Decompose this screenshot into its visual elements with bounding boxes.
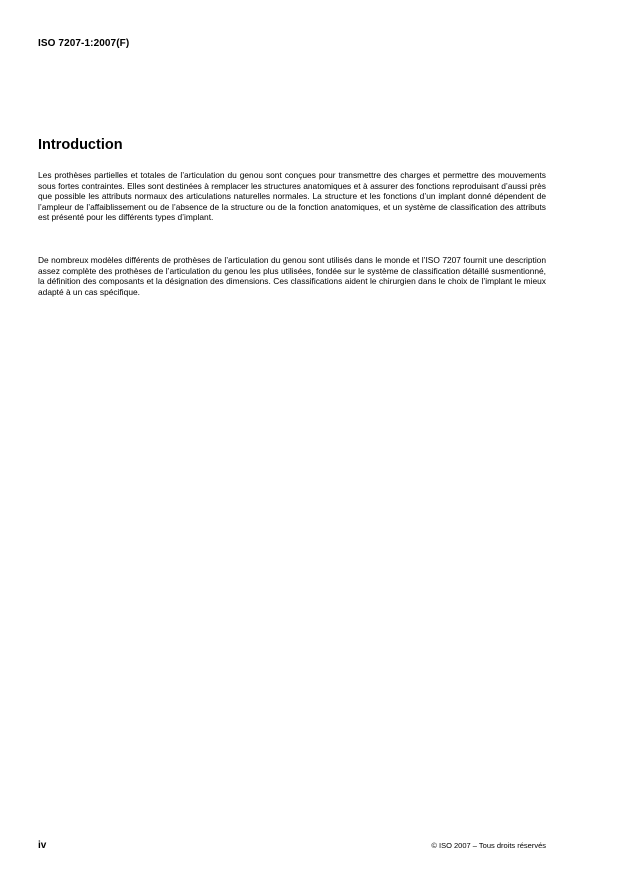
copyright-notice: © ISO 2007 – Tous droits réservés xyxy=(431,841,546,850)
page-number: iv xyxy=(38,840,47,851)
intro-paragraph-2: De nombreux modèles différents de prothèses de l’articulation du genou sont utilisés dans le monde et l’ISO 7207 fournit une description assez complète des prothèses de l’articulation du genou les plus utilisées, fondée sur le système de classification détaillé susmentionné, la définition des composants et la désignation des dimensions. Ces classifications aident le chirurgien dans le choix de l’implant le mieux adapté à un cas spécifique. xyxy=(38,255,546,297)
document-header: ISO 7207-1:2007(F) xyxy=(38,38,130,49)
page-title: Introduction xyxy=(38,137,123,153)
intro-paragraph-1: Les prothèses partielles et totales de l’articulation du genou sont conçues pour transmettre des charges et permettre des mouvements sous fortes contraintes. Elles sont destinées à remplacer les structures anatomiques et à assurer des fonctions reproduisant d’aussi près que possible les attributs normaux des articulations naturelles normales. La structure et les fonctions d’un implant donné dépendent de l’ampleur de l’affaiblissement ou de l’absence de la structure ou de la fonction anatomiques, et un système de classification des attributs est présenté pour les différents types d’implant. xyxy=(38,170,546,222)
